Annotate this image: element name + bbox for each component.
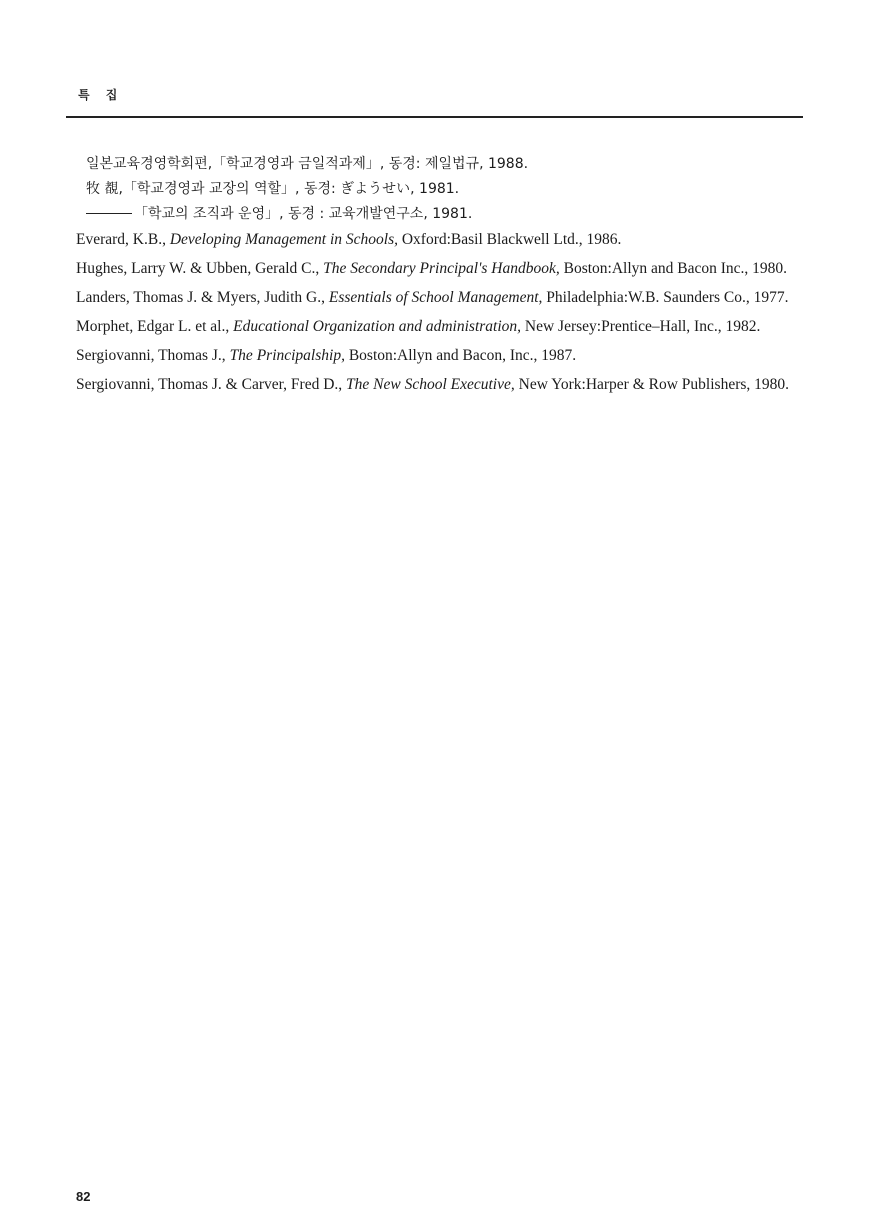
reference-publisher: Oxford:Basil Blackwell Ltd., 1986. [397, 231, 622, 248]
reference-item [76, 202, 802, 227]
reference-list [76, 152, 802, 401]
page-number: 82 [76, 1189, 91, 1204]
reference-korean-text: 일본교육경영학회편,「학교경영과 금일적과제」, 동경: 제일법규, 1988. [86, 156, 529, 172]
section-label: 특 집 [78, 88, 124, 102]
reference-publisher: Boston:Allyn and Bacon Inc., 1980. [559, 260, 788, 277]
header-rule [66, 116, 803, 118]
reference-author: Sergiovanni, Thomas J. & Carver, Fred D., [76, 376, 347, 393]
reference-title: Essentials of School Management, [328, 289, 543, 306]
reference-item [76, 227, 802, 252]
ditto-blank-line [86, 213, 132, 214]
reference-author: Sergiovanni, Thomas J., [76, 347, 230, 364]
reference-author: Morphet, Edgar L. et al., [76, 318, 234, 335]
reference-title: The New School Executive, [346, 376, 515, 393]
reference-publisher: New York:Harper & Row Publishers, 1980. [514, 376, 790, 393]
reference-item [76, 372, 802, 397]
reference-author: Hughes, Larry W. & Ubben, Gerald C., [76, 260, 324, 277]
reference-item [76, 285, 802, 310]
reference-title: Educational Organization and administration, [233, 318, 522, 335]
reference-item [76, 256, 802, 281]
reference-publisher: Boston:Allyn and Bacon, Inc., 1987. [344, 347, 577, 364]
reference-publisher: New Jersey:Prentice–Hall, Inc., 1982. [521, 318, 761, 335]
reference-publisher: Philadelphia:W.B. Saunders Co., 1977. [542, 289, 789, 306]
reference-item [76, 343, 802, 368]
reference-korean-text: 牧 覩,「학교경영과 교장의 역할」, 동경: ぎようせい, 1981. [86, 181, 460, 197]
reference-item [76, 177, 802, 202]
reference-title: The Principalship, [229, 347, 345, 364]
reference-title: Developing Management in Schools, [169, 231, 398, 248]
reference-item [76, 314, 802, 339]
reference-title: The Secondary Principal's Handbook, [323, 260, 560, 277]
reference-author: Landers, Thomas J. & Myers, Judith G., [76, 289, 329, 306]
reference-author: Everard, K.B., [76, 231, 170, 248]
reference-korean-text: 「학교의 조직과 운영」, 동경 : 교육개발연구소, 1981. [134, 206, 473, 222]
reference-item [76, 152, 802, 177]
